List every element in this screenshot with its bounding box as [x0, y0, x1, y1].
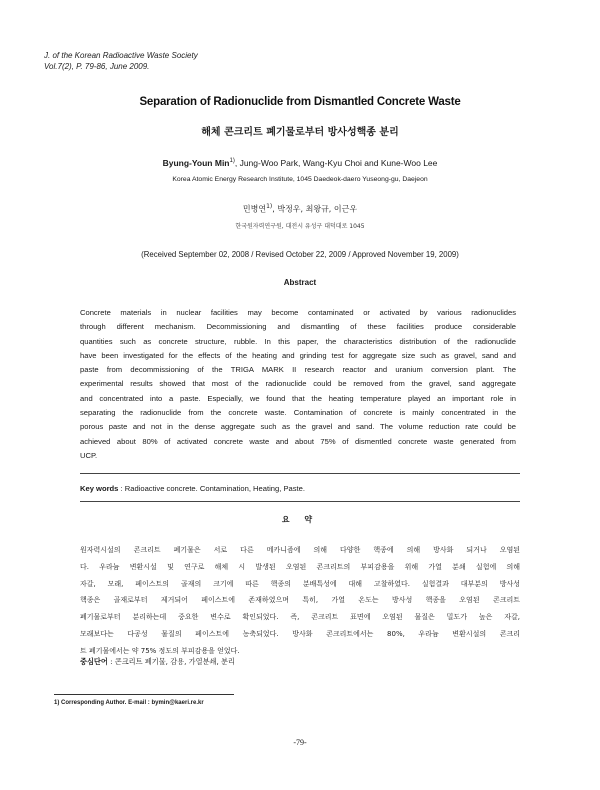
divider-top	[80, 473, 520, 474]
keywords-label: Key words	[80, 484, 119, 493]
page-number: -79-	[293, 738, 307, 747]
korean-author-list	[0, 203, 600, 215]
korean-abstract-heading: 요 약	[281, 515, 319, 524]
keywords	[80, 484, 520, 493]
korean-abstract-line: 자갈, 모래, 페이스트의 골재의 크기에 따른 핵종의 분배특성에 대해 고찰하였다. 실험결과 대부분의 방사성	[80, 579, 520, 588]
korean-abstract-line: 트 폐기물에서는 약 75% 정도의 부피감용을 얻었다.	[80, 646, 240, 655]
lead-author: Byung-Youn Min	[162, 158, 230, 168]
author-list	[0, 158, 600, 168]
divider-bottom	[80, 501, 520, 502]
abstract-line: Concrete materials in nuclear facilities may become contaminated or activated by various radionuclides	[80, 308, 516, 317]
journal-citation	[44, 50, 198, 72]
korean-affiliation: 한국원자력연구원, 대전시 유성구 대덕대로 1045	[235, 223, 365, 230]
korean-abstract-line: 다. 우라늄 변환시설 및 연구로 해체 시 발생된 오염된 콘크리트의 부피감용을 위해 가열 분쇄 실험에 의해	[80, 562, 520, 571]
keywords-text: : Radioactive concrete. Contamination, Heating, Paste.	[118, 484, 305, 493]
korean-abstract-line: 모래보다는 다공성 물질의 페이스트에 농축되었다. 방사화 콘크리트에서는 80%, 우라늄 변환시설의 콘크리	[80, 629, 520, 638]
abstract-line: experimental results showed that most of the radionuclide could be removed from the gravel, sand aggregate	[80, 379, 516, 389]
abstract-line: have been investigated for the effects of the heating and grinding test for aggregate size such as gravel, sand and	[80, 350, 516, 360]
korean-abstract-line: 원자력시설의 콘크리트 폐기물은 서로 다른 메카니즘에 의해 다양한 핵종에 의해 방사화 되거나 오염된	[80, 546, 520, 554]
korean-abstract-line: 핵종은 골재로부터 제거되어 페이스트에 존재하였으며 특히, 가열 온도는 방사성 핵종을 오염된 콘크리트	[80, 596, 520, 605]
korean-title: 해체 콘크리트 폐기물로부터 방사성핵종 분리	[201, 127, 399, 138]
abstract-line: porous paste and not in the dense aggregate such as the gravel and sand. The volume reduction rate could be	[80, 422, 516, 432]
abstract-body	[80, 306, 516, 463]
abstract-line: paste from decommissioning of the TRIGA MARK II research reactor and uranium conversion plant. The	[80, 365, 516, 375]
abstract-line: and concentrated into a paste. Especially, we found that the heating temperature played an important role in	[80, 393, 516, 403]
korean-lead-author: 민병연	[242, 204, 267, 214]
footnote-rule	[54, 694, 234, 695]
journal-volume: Vol.7(2), P. 79-86, June 2009.	[44, 62, 150, 71]
korean-lead-author-mark: 1)	[266, 203, 273, 210]
korean-abstract-body	[80, 542, 520, 660]
abstract-line: UCP.	[80, 450, 98, 460]
korean-keywords-text: : 콘크리트 폐기물, 감용, 가열분쇄, 분리	[107, 657, 235, 666]
other-authors: , Jung-Woo Park, Wang-Kyu Choi and Kune-Woo Lee	[234, 158, 438, 168]
affiliation: Korea Atomic Energy Research Institute, 1045 Daedeok-daero Yuseong-gu, Daejeon	[172, 176, 428, 183]
korean-keywords-label: 중심단어	[80, 657, 108, 666]
korean-other-authors: , 박정우, 최왕규, 이근우	[272, 204, 358, 214]
journal-name: J. of the Korean Radioactive Waste Society	[44, 51, 198, 60]
footnote: 1) Corresponding Author. E-mail : bymin@kaeri.re.kr	[54, 700, 204, 706]
abstract-heading: Abstract	[283, 278, 317, 287]
korean-abstract-line: 폐기물로부터 분리하는데 중요한 변수로 확인되었다. 즉, 콘크리트 표면에 오염된 물질은 밀도가 높은 자갈,	[80, 613, 520, 622]
korean-keywords	[80, 657, 520, 667]
abstract-line: through different mechanism. Decommissioning and dismantling of these facilities produce considerable	[80, 322, 516, 332]
received-dates: (Received September 02, 2008 / Revised October 22, 2009 / Approved November 19, 2009)	[141, 250, 459, 259]
paper-title: Separation of Radionuclide from Dismantled Concrete Waste	[139, 96, 461, 108]
lead-author-mark: 1)	[229, 158, 235, 165]
abstract-line: separating the radionuclide from the concrete waste. Contamination of concrete is mainly concentrated in the	[80, 408, 516, 418]
abstract-line: quantities such as concrete structure, rubble. In this paper, the characteristics distribution of the radionuclide	[80, 336, 516, 346]
abstract-line: achieved about 80% of activated concrete waste and about 75% of dismentled concrete waste generated from	[80, 436, 516, 446]
